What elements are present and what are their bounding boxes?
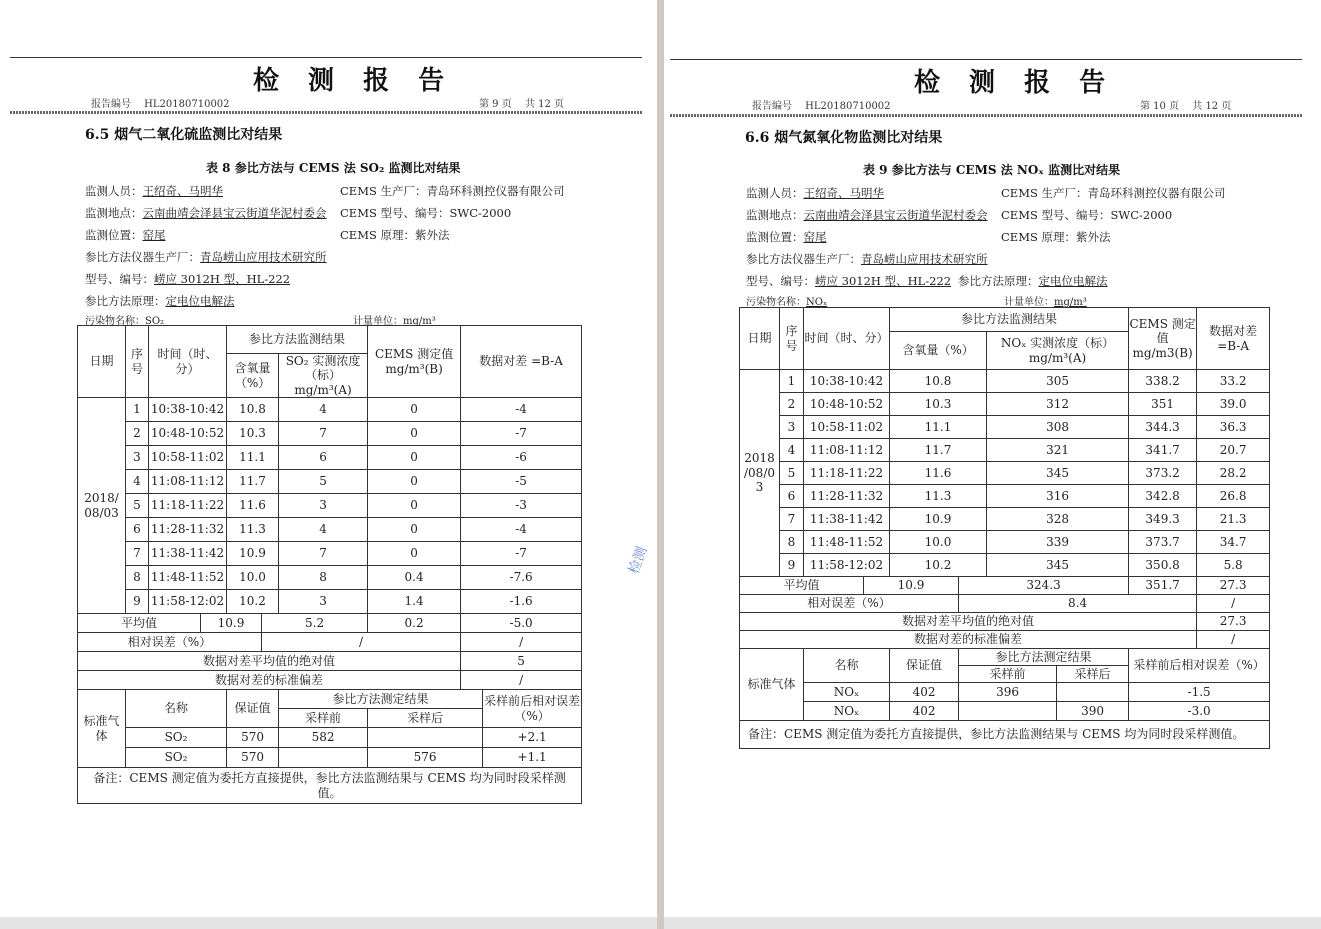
diff-cell: -6 xyxy=(461,446,582,470)
diff-cell: -3 xyxy=(461,494,582,518)
cems-cell: 1.4 xyxy=(368,590,461,614)
time-cell: 11:38-11:42 xyxy=(149,542,227,566)
h-ref-result: 参比方法测定结果 xyxy=(279,690,483,709)
time-cell: 11:58-12:02 xyxy=(149,590,227,614)
o2-cell: 11.1 xyxy=(227,446,279,470)
time-cell: 11:48-11:52 xyxy=(149,566,227,590)
h-time: 时间（时、分） xyxy=(804,308,890,370)
conc-cell: 339 xyxy=(987,531,1129,554)
diff-cell: 26.8 xyxy=(1197,485,1270,508)
table-row xyxy=(740,439,1270,462)
diff-cell: 33.2 xyxy=(1197,370,1270,393)
info-ref-maker: 参比方法仪器生产厂：青岛崂山应用技术研究所 xyxy=(746,252,988,266)
info-unit: 计量单位：mg/m³ xyxy=(1004,297,1087,308)
h-guarantee: 保证值 xyxy=(890,649,959,683)
o2-cell: 10.0 xyxy=(890,531,987,554)
section-title: 6.5 烟气二氧化硫监测比对结果 xyxy=(85,127,283,143)
report-page-9 xyxy=(0,0,657,929)
h-seq: 序号 xyxy=(780,308,804,370)
avg-cems: 0.2 xyxy=(368,614,461,633)
table-caption: 表 8 参比方法与 CEMS 法 SO₂ 监测比对结果 xyxy=(206,161,461,175)
time-cell: 11:28-11:32 xyxy=(804,485,890,508)
cems-cell: 0 xyxy=(368,446,461,470)
std-value: / xyxy=(1197,631,1270,649)
diff-cell: 20.7 xyxy=(1197,439,1270,462)
avg-label: 平均值 xyxy=(78,614,201,633)
time-cell: 11:38-11:42 xyxy=(804,508,890,531)
rel-err-mid: 8.4 xyxy=(959,595,1197,613)
page-number: 第 9 页 共 12 页 xyxy=(479,99,564,110)
conc-cell: 7 xyxy=(279,542,368,566)
cems-cell: 350.8 xyxy=(1129,554,1197,577)
gas-rel: -3.0 xyxy=(1129,702,1270,721)
avg-o2: 10.9 xyxy=(864,577,959,595)
h-date: 日期 xyxy=(740,308,780,370)
cems-cell: 0.4 xyxy=(368,566,461,590)
conc-cell: 305 xyxy=(987,370,1129,393)
seal-stamp-mark: 检测 xyxy=(625,544,651,577)
o2-cell: 10.0 xyxy=(227,566,279,590)
time-cell: 11:48-11:52 xyxy=(804,531,890,554)
avg-row xyxy=(740,577,1270,595)
o2-cell: 11.3 xyxy=(227,518,279,542)
seq-cell: 2 xyxy=(126,422,149,446)
h-guarantee: 保证值 xyxy=(227,690,279,728)
h-ref-result: 参比方法测定结果 xyxy=(959,649,1129,666)
so2-comparison-table xyxy=(77,325,582,804)
gas-guarantee: 570 xyxy=(227,728,279,748)
conc-cell: 4 xyxy=(279,398,368,422)
diff-cell: 36.3 xyxy=(1197,416,1270,439)
info-personnel: 监测人员：王绍奇、马明华 xyxy=(85,184,223,198)
rel-err-label: 相对误差（%） xyxy=(740,595,959,613)
gas-guarantee: 402 xyxy=(890,683,959,702)
conc-cell: 316 xyxy=(987,485,1129,508)
o2-cell: 11.6 xyxy=(890,462,987,485)
avg-cems: 351.7 xyxy=(1129,577,1197,595)
avg-o2: 10.9 xyxy=(201,614,262,633)
report-page-10 xyxy=(664,0,1321,929)
seq-cell: 5 xyxy=(780,462,804,485)
time-cell: 10:48-10:52 xyxy=(149,422,227,446)
table-row xyxy=(740,370,1270,393)
table-row xyxy=(740,508,1270,531)
time-cell: 11:18-11:22 xyxy=(804,462,890,485)
time-cell: 11:08-11:12 xyxy=(149,470,227,494)
h-cems: CEMS 测定值 mg/m³(B) xyxy=(368,326,461,398)
diff-cell: -4 xyxy=(461,398,582,422)
cems-cell: 351 xyxy=(1129,393,1197,416)
info-cems-principle: CEMS 原理：紫外法 xyxy=(1001,230,1111,244)
conc-cell: 8 xyxy=(279,566,368,590)
conc-cell: 3 xyxy=(279,494,368,518)
diff-cell: -7 xyxy=(461,422,582,446)
h-after: 采样后 xyxy=(1057,666,1129,683)
o2-cell: 10.2 xyxy=(890,554,987,577)
seq-cell: 1 xyxy=(780,370,804,393)
seq-cell: 5 xyxy=(126,494,149,518)
cems-cell: 0 xyxy=(368,422,461,446)
diff-cell: -7.6 xyxy=(461,566,582,590)
info-cems-model: CEMS 型号、编号：SWC-2000 xyxy=(340,206,512,220)
seq-cell: 3 xyxy=(780,416,804,439)
o2-cell: 11.6 xyxy=(227,494,279,518)
std-label: 数据对差的标准偏差 xyxy=(740,631,1197,649)
conc-cell: 5 xyxy=(279,470,368,494)
h-cems: CEMS 测定值 mg/m3(B) xyxy=(1129,308,1197,370)
diff-cell: 39.0 xyxy=(1197,393,1270,416)
o2-cell: 10.8 xyxy=(227,398,279,422)
conc-cell: 308 xyxy=(987,416,1129,439)
page-bottom-edge xyxy=(664,917,1321,929)
seq-cell: 7 xyxy=(126,542,149,566)
gas-rel: +1.1 xyxy=(483,748,582,768)
info-position: 监测位置：窑尾 xyxy=(746,230,827,244)
report-title: 检 测 报 告 xyxy=(253,66,455,96)
conc-cell: 312 xyxy=(987,393,1129,416)
gas-name: NOₓ xyxy=(804,683,890,702)
date-cell: 2018/ 08/03 xyxy=(78,398,126,614)
o2-cell: 11.1 xyxy=(890,416,987,439)
o2-cell: 10.8 xyxy=(890,370,987,393)
gas-after: 576 xyxy=(368,748,483,768)
h-diff: 数据对差 =B-A xyxy=(1197,308,1270,370)
table-row xyxy=(78,566,582,590)
conc-cell: 345 xyxy=(987,462,1129,485)
cems-cell: 344.3 xyxy=(1129,416,1197,439)
gas-before xyxy=(279,748,368,768)
o2-cell: 10.9 xyxy=(890,508,987,531)
table-row xyxy=(78,446,582,470)
cems-cell: 373.2 xyxy=(1129,462,1197,485)
abs-mean-value: 5 xyxy=(461,652,582,671)
cems-cell: 0 xyxy=(368,398,461,422)
gas-before xyxy=(959,702,1057,721)
h-diff: 数据对差 =B-A xyxy=(461,326,582,398)
h-o2: 含氧量（%） xyxy=(227,354,279,398)
gas-rel: +2.1 xyxy=(483,728,582,748)
info-cems-principle: CEMS 原理：紫外法 xyxy=(340,228,450,242)
info-cems-model: CEMS 型号、编号：SWC-2000 xyxy=(1001,208,1173,222)
h-before: 采样前 xyxy=(959,666,1057,683)
gas-guarantee: 402 xyxy=(890,702,959,721)
h-ref: 参比方法监测结果 xyxy=(227,326,368,354)
table-note: 备注：CEMS 测定值为委托方直接提供，参比方法监测结果与 CEMS 均为同时段采样测值。 xyxy=(740,721,1270,749)
table-row xyxy=(78,470,582,494)
avg-conc: 324.3 xyxy=(959,577,1129,595)
o2-cell: 11.7 xyxy=(890,439,987,462)
table-row xyxy=(78,518,582,542)
gas-name: SO₂ xyxy=(126,748,227,768)
seq-cell: 9 xyxy=(780,554,804,577)
info-ref-model: 型号、编号：崂应 3012H 型、HL-222 xyxy=(85,272,291,286)
time-cell: 10:58-11:02 xyxy=(149,446,227,470)
o2-cell: 11.3 xyxy=(890,485,987,508)
table-note: 备注：CEMS 测定值为委托方直接提供，参比方法监测结果与 CEMS 均为同时段采样测值。 xyxy=(78,768,582,804)
gas-name: NOₓ xyxy=(804,702,890,721)
h-after: 采样后 xyxy=(368,709,483,728)
time-cell: 11:58-12:02 xyxy=(804,554,890,577)
h-conc: SO₂ 实测浓度（标）mg/m³(A) xyxy=(279,354,368,398)
seq-cell: 6 xyxy=(126,518,149,542)
conc-cell: 4 xyxy=(279,518,368,542)
conc-cell: 6 xyxy=(279,446,368,470)
rel-err-value: / xyxy=(461,633,582,652)
cems-cell: 0 xyxy=(368,494,461,518)
diff-cell: -1.6 xyxy=(461,590,582,614)
time-cell: 10:58-11:02 xyxy=(804,416,890,439)
std-gas-label: 标准气体 xyxy=(740,649,804,721)
seq-cell: 8 xyxy=(126,566,149,590)
h-gas-name: 名称 xyxy=(804,649,890,683)
table-row xyxy=(78,398,582,422)
abs-mean-label: 数据对差平均值的绝对值 xyxy=(740,613,1197,631)
seq-cell: 4 xyxy=(126,470,149,494)
info-ref-maker: 参比方法仪器生产厂：青岛崂山应用技术研究所 xyxy=(85,250,327,264)
page-gutter xyxy=(657,0,664,929)
report-number: 报告编号 HL20180710002 xyxy=(752,101,891,112)
table-row xyxy=(740,485,1270,508)
h-before: 采样前 xyxy=(279,709,368,728)
gas-after: 390 xyxy=(1057,702,1129,721)
diff-cell: -7 xyxy=(461,542,582,566)
avg-conc: 5.2 xyxy=(262,614,368,633)
seq-cell: 7 xyxy=(780,508,804,531)
rel-err-mid: / xyxy=(262,633,461,652)
time-cell: 10:48-10:52 xyxy=(804,393,890,416)
table-row xyxy=(740,531,1270,554)
info-position: 监测位置：窑尾 xyxy=(85,228,166,242)
conc-cell: 7 xyxy=(279,422,368,446)
cems-cell: 0 xyxy=(368,542,461,566)
cems-cell: 338.2 xyxy=(1129,370,1197,393)
table-row xyxy=(740,416,1270,439)
std-value: / xyxy=(461,671,582,690)
h-seq: 序号 xyxy=(126,326,149,398)
info-location: 监测地点：云南曲靖会泽县宝云街道华泥村委会 xyxy=(746,208,988,222)
cems-cell: 342.8 xyxy=(1129,485,1197,508)
h-rel: 采样前后相对误差（%） xyxy=(483,690,582,728)
o2-cell: 11.7 xyxy=(227,470,279,494)
conc-cell: 3 xyxy=(279,590,368,614)
diff-cell: 5.8 xyxy=(1197,554,1270,577)
diff-cell: -5 xyxy=(461,470,582,494)
avg-diff: 27.3 xyxy=(1197,577,1270,595)
time-cell: 10:38-10:42 xyxy=(149,398,227,422)
conc-cell: 321 xyxy=(987,439,1129,462)
info-cems-maker: CEMS 生产厂：青岛环科测控仪器有限公司 xyxy=(340,184,565,198)
h-rel: 采样前后相对误差（%） xyxy=(1129,649,1270,683)
h-time: 时间（时、分） xyxy=(149,326,227,398)
diff-cell: 28.2 xyxy=(1197,462,1270,485)
time-cell: 11:08-11:12 xyxy=(804,439,890,462)
gas-after xyxy=(1057,683,1129,702)
page-bottom-edge xyxy=(0,917,657,929)
info-personnel: 监测人员：王绍奇、马明华 xyxy=(746,186,884,200)
table-row xyxy=(78,590,582,614)
date-cell: 2018 /08/0 3 xyxy=(740,370,780,577)
table-row xyxy=(78,494,582,518)
std-label: 数据对差的标准偏差 xyxy=(78,671,461,690)
cems-cell: 341.7 xyxy=(1129,439,1197,462)
std-gas-label: 标准气体 xyxy=(78,690,126,768)
gas-rel: -1.5 xyxy=(1129,683,1270,702)
o2-cell: 10.9 xyxy=(227,542,279,566)
o2-cell: 10.3 xyxy=(890,393,987,416)
rel-err-value: / xyxy=(1197,595,1270,613)
gas-before: 396 xyxy=(959,683,1057,702)
header-rule xyxy=(670,59,1302,60)
info-pollutant: 污染物名称：SO₂ xyxy=(85,316,165,327)
time-cell: 10:38-10:42 xyxy=(804,370,890,393)
gas-before: 582 xyxy=(279,728,368,748)
info-ref-model: 型号、编号：崂应 3012H 型、HL-222 xyxy=(746,274,952,288)
header-dashed-rule xyxy=(670,114,1302,117)
abs-mean-value: 27.3 xyxy=(1197,613,1270,631)
seq-cell: 4 xyxy=(780,439,804,462)
cems-cell: 373.7 xyxy=(1129,531,1197,554)
seq-cell: 2 xyxy=(780,393,804,416)
table-row xyxy=(78,542,582,566)
time-cell: 11:18-11:22 xyxy=(149,494,227,518)
report-title: 检 测 报 告 xyxy=(914,68,1116,98)
info-pollutant: 污染物名称：NOₓ xyxy=(746,297,828,308)
info-cems-maker: CEMS 生产厂：青岛环科测控仪器有限公司 xyxy=(1001,186,1226,200)
conc-cell: 328 xyxy=(987,508,1129,531)
h-o2: 含氧量（%） xyxy=(890,332,987,370)
conc-cell: 345 xyxy=(987,554,1129,577)
report-number: 报告编号 HL20180710002 xyxy=(91,99,230,110)
table-caption: 表 9 参比方法与 CEMS 法 NOₓ 监测比对结果 xyxy=(863,163,1121,177)
h-gas-name: 名称 xyxy=(126,690,227,728)
header-rule xyxy=(10,57,642,58)
avg-label: 平均值 xyxy=(740,577,864,595)
info-unit: 计量单位：mg/m³ xyxy=(353,316,436,327)
o2-cell: 10.2 xyxy=(227,590,279,614)
table-row xyxy=(740,462,1270,485)
table-row xyxy=(78,422,582,446)
info-ref-principle: 参比方法原理：定电位电解法 xyxy=(85,294,235,308)
diff-cell: 21.3 xyxy=(1197,508,1270,531)
seq-cell: 3 xyxy=(126,446,149,470)
gas-name: SO₂ xyxy=(126,728,227,748)
o2-cell: 10.3 xyxy=(227,422,279,446)
time-cell: 11:28-11:32 xyxy=(149,518,227,542)
table-row xyxy=(740,393,1270,416)
gas-guarantee: 570 xyxy=(227,748,279,768)
cems-cell: 0 xyxy=(368,518,461,542)
seq-cell: 8 xyxy=(780,531,804,554)
h-conc: NOₓ 实测浓度（标）mg/m³(A) xyxy=(987,332,1129,370)
info-location: 监测地点：云南曲靖会泽县宝云街道华泥村委会 xyxy=(85,206,327,220)
abs-mean-label: 数据对差平均值的绝对值 xyxy=(78,652,461,671)
table-row xyxy=(740,554,1270,577)
diff-cell: 34.7 xyxy=(1197,531,1270,554)
seq-cell: 1 xyxy=(126,398,149,422)
diff-cell: -4 xyxy=(461,518,582,542)
h-ref: 参比方法监测结果 xyxy=(890,308,1129,332)
page-number: 第 10 页 共 12 页 xyxy=(1140,101,1232,112)
h-date: 日期 xyxy=(78,326,126,398)
gas-after xyxy=(368,728,483,748)
cems-cell: 0 xyxy=(368,470,461,494)
seq-cell: 6 xyxy=(780,485,804,508)
header-dashed-rule xyxy=(10,111,642,114)
avg-diff: -5.0 xyxy=(461,614,582,633)
avg-row xyxy=(78,614,582,633)
rel-err-label: 相对误差（%） xyxy=(78,633,262,652)
info-ref-principle: 参比方法原理：定电位电解法 xyxy=(958,274,1108,288)
section-title: 6.6 烟气氮氧化物监测比对结果 xyxy=(745,130,943,146)
nox-comparison-table xyxy=(739,307,1270,749)
cems-cell: 349.3 xyxy=(1129,508,1197,531)
seq-cell: 9 xyxy=(126,590,149,614)
